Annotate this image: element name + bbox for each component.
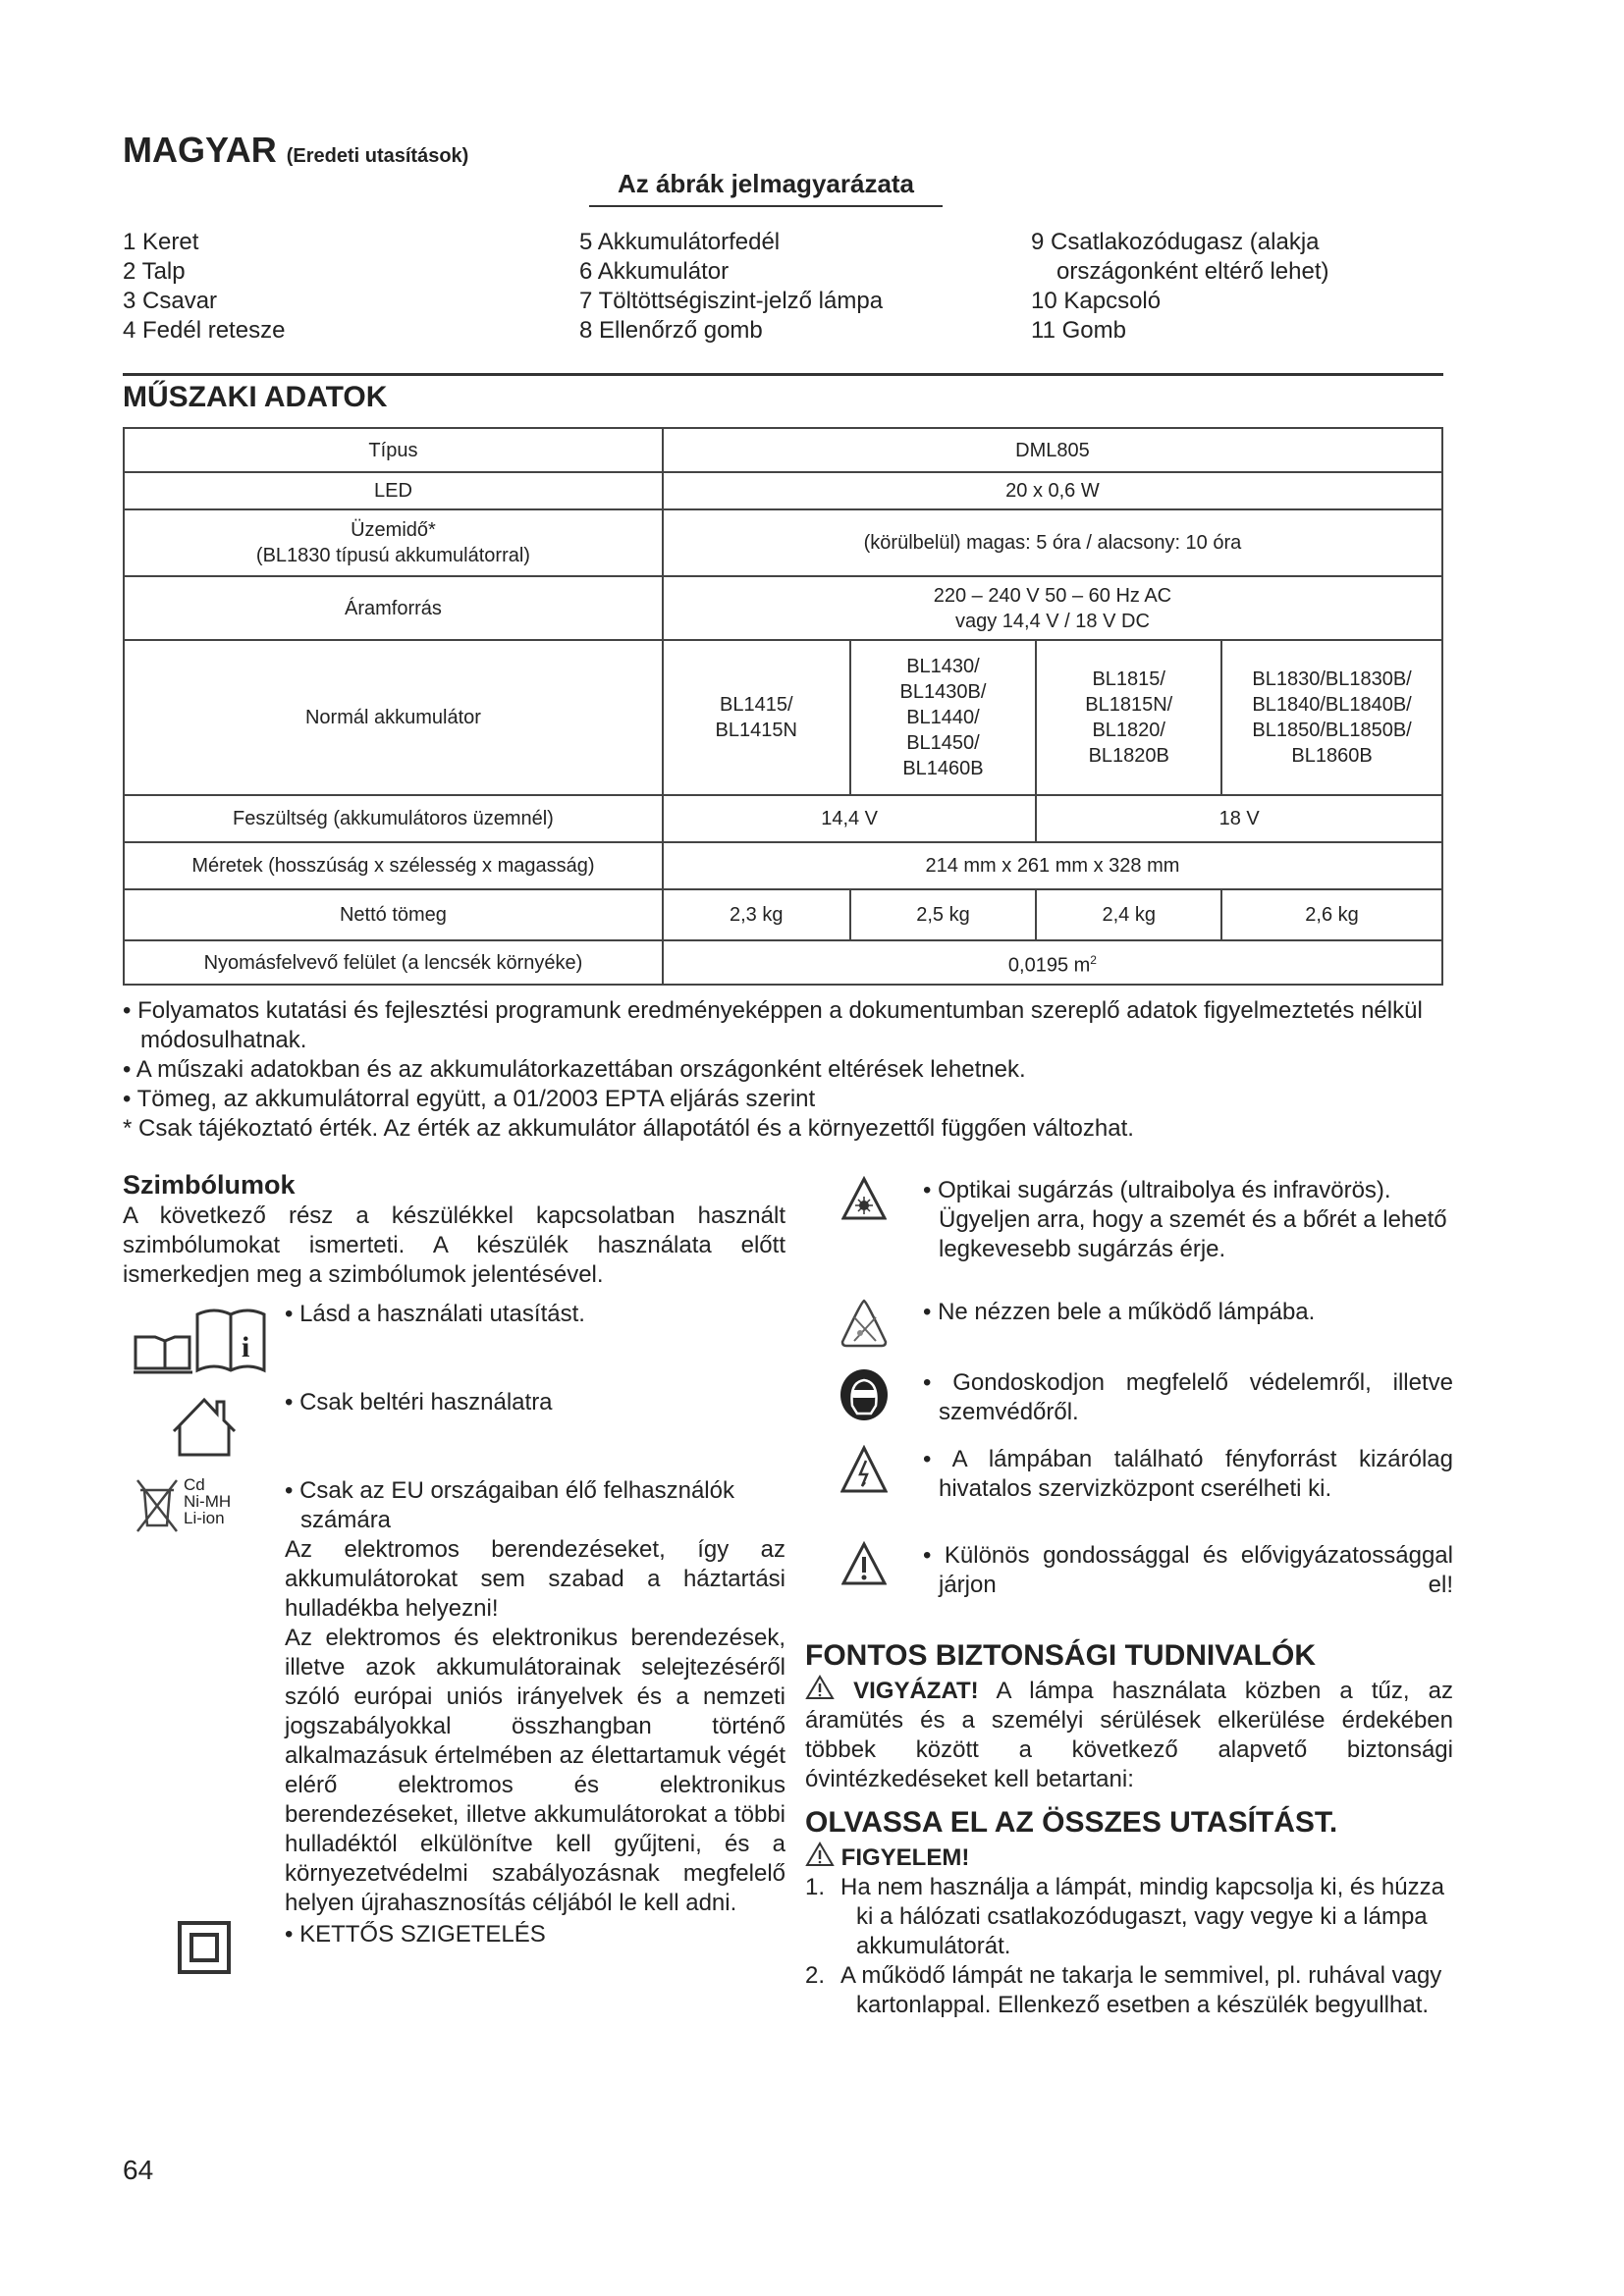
legend-item: országonként eltérő lehet) bbox=[1056, 258, 1329, 285]
note: * Csak tájékoztató érték. Az érték az akkumulátor állapotától és a környezettől függően változhat. bbox=[123, 1115, 1134, 1142]
battery-model: BL1430/ bbox=[906, 656, 980, 677]
spec-value: 2,5 kg bbox=[850, 889, 1037, 940]
safety-warning bbox=[805, 1675, 1453, 1794]
battery-model: BL1815N/ bbox=[1085, 694, 1173, 716]
symbol-description: • A lámpában található fényforrást kizárólag hivatalos szervizközpont cserélheti ki. bbox=[923, 1446, 1453, 1502]
legend-item: 3 Csavar bbox=[123, 288, 218, 314]
spec-label: Méretek (hosszúság x szélesség x magasság) bbox=[124, 842, 663, 889]
symbols-intro: A következő rész a készülékkel kapcsolatban használt szimbólumokat ismerteti. A készülék használata előtt ismerkedjen meg a szimbólumok jelentésével. bbox=[123, 1202, 785, 1288]
symbol-description: Az elektromos és elektronikus berendezések, illetve azok akkumulátorainak selejtezéséről szóló európai uniós irányelvek és a nemzeti jogszabályokkal összhangban történő alkalmazásuk értelmében az élettartamuk végét elérő elektromos és elektronikus berendezéseket, illetve akkumulátorokat a többi hulladéktól elkülönítve kell gyűjteni, és a környezetvédelmi szabályozásnak megfelelő helyen újrahasznosítás céljából le kell adni. bbox=[285, 1625, 785, 1916]
legend-item: 9 Csatlakozódugasz (alakja bbox=[1031, 229, 1320, 255]
battery-model: BL1820/ bbox=[1092, 720, 1165, 741]
symbol-row bbox=[805, 1298, 1453, 1368]
legend-item: 2 Talp bbox=[123, 258, 186, 285]
battery-model: BL1850/BL1850B/ bbox=[1252, 720, 1412, 741]
table-row bbox=[124, 428, 1442, 472]
electric-hazard-icon bbox=[805, 1445, 923, 1541]
battery-model: BL1840/BL1840B/ bbox=[1252, 694, 1412, 716]
read-manual-icon bbox=[123, 1300, 285, 1388]
symbol-description: • Ne nézzen bele a működő lámpába. bbox=[923, 1299, 1316, 1325]
eye-protection-icon bbox=[805, 1368, 923, 1445]
language-title: MAGYAR bbox=[123, 130, 277, 170]
symbol-row bbox=[805, 1445, 1453, 1541]
symbol-description: • Csak az EU országaiban élő felhasználók számára bbox=[285, 1477, 734, 1533]
legend-item: 6 Akkumulátor bbox=[579, 258, 730, 285]
symbol-description: • Különös gondossággal és elővigyázatossággal járjon el! bbox=[923, 1542, 1453, 1598]
symbol-row bbox=[805, 1176, 1453, 1298]
spec-label: Nettó tömeg bbox=[124, 889, 663, 940]
item-text: Ha nem használja a lámpát, mindig kapcsolja ki, és húzza ki a hálózati csatlakozódugaszt, vagy vegye ki a lámpa akkumulátorát. bbox=[840, 1874, 1444, 1959]
legend-item: 5 Akkumulátorfedél bbox=[579, 229, 781, 255]
do-not-look-into-lamp-icon bbox=[805, 1298, 923, 1368]
specs-table bbox=[123, 427, 1443, 986]
table-row bbox=[124, 640, 1442, 795]
legend-item: 7 Töltöttségiszint-jelző lámpa bbox=[579, 288, 884, 314]
symbol-description: Ügyeljen arra, hogy a szemét és a bőrét a lehető legkevesebb sugárzás érje. bbox=[939, 1206, 1447, 1262]
spec-label: LED bbox=[124, 472, 663, 509]
warning-text: A lámpa használata közben a tűz, az áramütés és a személyi sérülések elkerülése érdekében többek között a következő alapvető biztonsági óvintézkedéseket kell betartani: bbox=[805, 1678, 1453, 1792]
symbols-heading: Szimbólumok bbox=[123, 1170, 296, 1200]
battery-model: BL1415/ bbox=[719, 694, 793, 716]
symbols-right-column bbox=[805, 1176, 1453, 2020]
table-row bbox=[124, 509, 1442, 576]
spec-value: 18 V bbox=[1036, 795, 1442, 842]
spec-value: 2,4 kg bbox=[1036, 889, 1221, 940]
legend-item: 4 Fedél retesze bbox=[123, 317, 286, 344]
page-title bbox=[123, 130, 468, 171]
spec-value: 20 x 0,6 W bbox=[663, 472, 1442, 509]
warning-triangle-icon bbox=[805, 1842, 835, 1867]
symbol-description: Az elektromos berendezéseket, így az akkumulátorokat sem szabad a háztartási hulladékba helyezni! bbox=[285, 1536, 785, 1622]
legend-heading: Az ábrák jelmagyarázata bbox=[589, 169, 943, 207]
battery-models bbox=[1036, 640, 1221, 795]
battery-model: BL1860B bbox=[1291, 745, 1373, 767]
read-all-heading: OLVASSA EL AZ ÖSSZES UTASÍTÁST. bbox=[805, 1806, 1338, 1839]
title-subtitle: (Eredeti utasítások) bbox=[286, 145, 469, 167]
spec-value bbox=[663, 940, 1442, 985]
symbol-description: • KETTŐS SZIGETELÉS bbox=[285, 1921, 546, 1948]
legend-item: 11 Gomb bbox=[1031, 317, 1126, 344]
item-number: 2. bbox=[805, 1962, 826, 1989]
symbol-description: • Optikai sugárzás (ultraibolya és infravörös). bbox=[923, 1177, 1391, 1203]
caution-heading bbox=[805, 1842, 1453, 1873]
note: • Folyamatos kutatási és fejlesztési programunk eredményeképpen a dokumentumban szereplő adatok figyelmeztetés nélkül módosulhatnak. bbox=[123, 997, 1423, 1053]
bin-label: Cd bbox=[184, 1475, 205, 1494]
spec-value: 14,4 V bbox=[663, 795, 1036, 842]
symbols-section bbox=[123, 1168, 785, 1975]
battery-model: BL1415N bbox=[715, 720, 797, 741]
spec-value-line: 220 – 240 V 50 – 60 Hz AC bbox=[933, 584, 1172, 607]
spec-label-line: Üzemidő* bbox=[351, 519, 436, 541]
spec-label: Nyomásfelvevő felület (a lencsék környéke) bbox=[124, 940, 663, 985]
legend-column-1 bbox=[123, 228, 285, 346]
table-row bbox=[124, 795, 1442, 842]
general-warning-icon bbox=[805, 1541, 923, 1629]
spec-label: Áramforrás bbox=[124, 576, 663, 640]
area-value: 0,0195 m bbox=[1007, 954, 1091, 977]
symbol-row bbox=[123, 1476, 785, 1918]
spec-label: Típus bbox=[124, 428, 663, 472]
symbol-description: • Csak beltéri használatra bbox=[285, 1389, 553, 1415]
house-icon bbox=[123, 1388, 285, 1476]
warning-label: VIGYÁZAT! bbox=[853, 1678, 979, 1704]
caution-label: FIGYELEM! bbox=[840, 1844, 970, 1871]
symbol-row bbox=[123, 1920, 785, 1975]
symbol-description: • Lásd a használati utasítást. bbox=[285, 1301, 585, 1327]
safety-heading: FONTOS BIZTONSÁGI TUDNIVALÓK bbox=[805, 1639, 1317, 1672]
warning-triangle-icon bbox=[805, 1675, 835, 1700]
spec-value: 2,3 kg bbox=[663, 889, 850, 940]
battery-model: BL1430B/ bbox=[899, 681, 987, 703]
symbol-row bbox=[123, 1300, 785, 1388]
spec-label: Normál akkumulátor bbox=[124, 640, 663, 795]
note: • A műszaki adatokban és az akkumulátorkazettában országonként eltérések lehetnek. bbox=[123, 1056, 1026, 1083]
svg-text:i: i bbox=[241, 1331, 249, 1363]
legend-item: 8 Ellenőrző gomb bbox=[579, 317, 763, 344]
list-item bbox=[805, 1961, 1453, 2020]
symbol-row bbox=[805, 1541, 1453, 1629]
battery-models bbox=[850, 640, 1037, 795]
symbol-description: • Gondoskodjon megfelelő védelemről, illetve szemvédőről. bbox=[923, 1369, 1453, 1425]
double-insulation-icon bbox=[123, 1920, 285, 1975]
legend-column-2 bbox=[579, 228, 883, 346]
spec-label bbox=[124, 509, 663, 576]
legend-column-3 bbox=[1031, 228, 1329, 346]
bin-label: Ni-MH bbox=[184, 1492, 232, 1511]
table-row bbox=[124, 576, 1442, 640]
spec-value: 2,6 kg bbox=[1221, 889, 1442, 940]
battery-model: BL1820B bbox=[1088, 745, 1169, 767]
battery-model: BL1830/BL1830B/ bbox=[1252, 668, 1412, 690]
spec-value bbox=[663, 576, 1442, 640]
spec-label-line: (BL1830 típusú akkumulátorral) bbox=[255, 545, 530, 566]
page-number: 64 bbox=[123, 2155, 154, 2185]
battery-model: BL1815/ bbox=[1092, 668, 1165, 690]
item-number: 1. bbox=[805, 1874, 826, 1900]
spec-notes bbox=[123, 996, 1458, 1144]
item-text: A működő lámpát ne takarja le semmivel, pl. ruhával vagy kartonlappal. Ellenkező esetben a készülék begyullhat. bbox=[840, 1962, 1442, 2018]
spec-value: 214 mm x 261 mm x 328 mm bbox=[663, 842, 1442, 889]
table-row bbox=[124, 472, 1442, 509]
bin-label: Li-ion bbox=[184, 1509, 225, 1527]
table-row bbox=[124, 842, 1442, 889]
safety-list bbox=[805, 1873, 1453, 2020]
list-item bbox=[805, 1873, 1453, 1961]
battery-model: BL1450/ bbox=[906, 732, 980, 754]
area-unit-exponent: 2 bbox=[1090, 952, 1097, 967]
spec-value: DML805 bbox=[663, 428, 1442, 472]
battery-models bbox=[663, 640, 850, 795]
spec-label: Feszültség (akkumulátoros üzemnél) bbox=[124, 795, 663, 842]
legend-item: 10 Kapcsoló bbox=[1031, 288, 1162, 314]
battery-model: BL1460B bbox=[902, 758, 984, 779]
optical-radiation-warning-icon bbox=[805, 1176, 923, 1298]
specs-heading: MŰSZAKI ADATOK bbox=[123, 381, 388, 413]
crossed-bin-icon bbox=[123, 1476, 285, 1918]
table-row bbox=[124, 889, 1442, 940]
battery-models bbox=[1221, 640, 1442, 795]
table-row bbox=[124, 940, 1442, 985]
symbol-row bbox=[123, 1388, 785, 1476]
spec-value-line: vagy 14,4 V / 18 V DC bbox=[955, 610, 1150, 632]
legend-item: 1 Keret bbox=[123, 229, 199, 255]
spec-value: (körülbelül) magas: 5 óra / alacsony: 10 óra bbox=[663, 509, 1442, 576]
note: • Tömeg, az akkumulátorral együtt, a 01/2003 EPTA eljárás szerint bbox=[123, 1086, 816, 1112]
battery-model: BL1440/ bbox=[906, 707, 980, 728]
section-divider bbox=[123, 373, 1443, 376]
symbol-row bbox=[805, 1368, 1453, 1445]
